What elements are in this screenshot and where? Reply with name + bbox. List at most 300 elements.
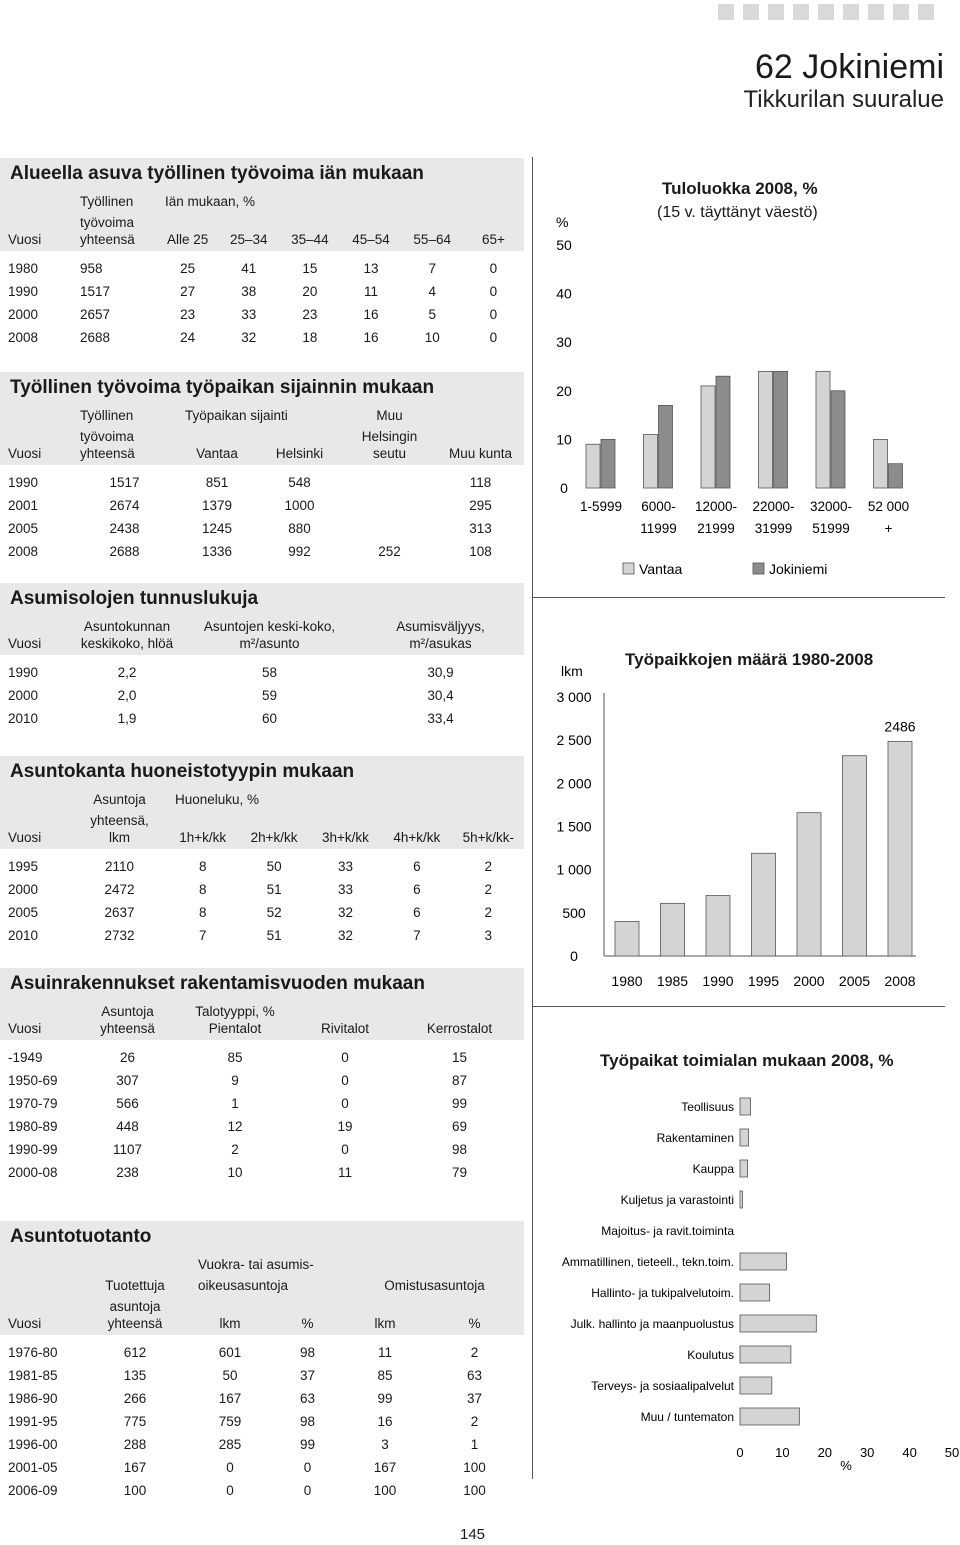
- table-cell: 98: [299, 1345, 316, 1360]
- table-cell: 958: [80, 261, 103, 276]
- col-header: työvoima: [72, 424, 177, 445]
- table-cell: 612: [123, 1345, 147, 1360]
- section-title: Työllinen työvoima työpaikan sijainnin mukaan: [0, 372, 524, 403]
- table-cell: 0: [226, 1460, 234, 1475]
- table-cell: 775: [123, 1414, 147, 1429]
- y-tick-label: 1 000: [556, 861, 592, 878]
- col-header: 25–34: [218, 231, 279, 251]
- table-cell: 1517: [80, 284, 111, 299]
- table-apartments: [0, 787, 524, 947]
- table-cell: 0: [489, 261, 498, 276]
- table-cell: 2110: [104, 859, 135, 874]
- col-header: Tuotettuja: [80, 1273, 190, 1294]
- table-row: [0, 280, 524, 303]
- category-label: Hallinto- ja tukipalvelutoim.: [591, 1286, 734, 1300]
- bar-industry: [740, 1098, 751, 1115]
- x-tick-label: 52 000: [867, 499, 910, 514]
- table-cell: 6: [413, 905, 421, 920]
- col-header: Työllinen: [72, 189, 157, 210]
- table-cell: 9: [231, 1073, 239, 1088]
- table-row: [0, 1069, 524, 1092]
- category-label: Ammatillinen, tieteell., tekn.toim.: [561, 1255, 734, 1269]
- page-subtitle: Tikkurilan suuralue: [743, 86, 944, 113]
- table-cell: 2: [484, 905, 493, 920]
- section-title: Asuinrakennukset rakentamisvuoden mukaan: [0, 968, 524, 999]
- table-cell: 1245: [201, 521, 233, 536]
- row-year: 2008: [8, 544, 39, 559]
- table-buildings: [0, 999, 524, 1184]
- table-cell: 27: [180, 284, 196, 299]
- table-body: [0, 1040, 524, 1184]
- y-tick-label: 10: [556, 431, 572, 448]
- table-cell: 4: [428, 284, 436, 299]
- table-cell: 26: [119, 1050, 136, 1065]
- row-year: 2005: [8, 521, 39, 536]
- col-header: 5h+k/kk-: [453, 829, 524, 849]
- table-cell: 2: [484, 859, 493, 874]
- x-tick-label: 51999: [812, 521, 850, 536]
- y-tick-label: 40: [556, 285, 572, 302]
- col-header: seutu: [342, 445, 437, 465]
- table-cell: 33: [337, 882, 353, 897]
- x-tick-label: 30: [859, 1445, 875, 1460]
- bar-jokiniemi: [659, 405, 673, 488]
- page-number: 145: [460, 1526, 486, 1543]
- table-cell: 85: [227, 1050, 243, 1065]
- chart-jobs: [536, 660, 956, 1000]
- col-header: yhteensä: [80, 1315, 190, 1335]
- table-row: [0, 494, 524, 517]
- table-cell: 0: [303, 1460, 312, 1475]
- col-header: Kerrostalot: [395, 1020, 524, 1040]
- legend-swatch: [753, 563, 764, 574]
- bar-industry: [740, 1253, 787, 1270]
- col-header: Vuosi: [0, 231, 72, 251]
- table-row: [0, 1433, 524, 1456]
- legend-label: Jokiniemi: [769, 561, 828, 577]
- table-cell: 448: [116, 1119, 139, 1134]
- bar-jokiniemi: [889, 464, 903, 488]
- page-header: [743, 48, 944, 114]
- row-year: 2010: [8, 928, 39, 943]
- col-header: 55–64: [402, 231, 463, 251]
- chart-jobs-title: Työpaikkojen määrä 1980-2008: [625, 650, 874, 669]
- col-header: %: [270, 1315, 345, 1335]
- x-tick-label: +: [884, 521, 893, 536]
- decor-square: [793, 4, 809, 20]
- table-cell: 51: [266, 928, 282, 943]
- col-header: Vuosi: [0, 445, 72, 465]
- table-cell: 566: [116, 1096, 139, 1111]
- row-year: 1990: [8, 665, 39, 680]
- table-cell: 12: [227, 1119, 243, 1134]
- row-year: 1990: [8, 475, 39, 490]
- table-production: [0, 1252, 524, 1502]
- table-cell: 5: [428, 307, 436, 322]
- table-cell: 759: [218, 1414, 242, 1429]
- table-cell: 23: [302, 307, 318, 322]
- col-header: Rivitalot: [295, 1020, 395, 1040]
- col-header: Työllinen: [72, 403, 177, 424]
- decor-square: [918, 4, 934, 20]
- table-cell: 238: [116, 1165, 139, 1180]
- col-header: lkm: [190, 1315, 270, 1335]
- table-cell: [342, 465, 437, 494]
- table-cell: 23: [180, 307, 196, 322]
- col-header: 45–54: [340, 231, 401, 251]
- bar-vantaa: [586, 444, 600, 488]
- table-cell: 85: [377, 1368, 393, 1383]
- table-cell: 51: [266, 882, 282, 897]
- table-cell: 548: [288, 475, 311, 490]
- table-cell: 15: [451, 1050, 468, 1065]
- decor-square: [768, 4, 784, 20]
- table-cell: 2: [231, 1142, 239, 1157]
- x-tick-label: 20: [817, 1445, 833, 1460]
- table-row: [0, 1479, 524, 1502]
- bar-vantaa: [874, 439, 888, 488]
- bar-industry: [740, 1191, 743, 1208]
- table-cell: 11: [337, 1165, 352, 1180]
- table-row: [0, 1335, 524, 1364]
- table-cell: 50: [266, 859, 282, 874]
- table-row: [0, 1092, 524, 1115]
- table-location-section: [0, 372, 524, 563]
- bar-industry: [740, 1408, 799, 1425]
- table-row: [0, 901, 524, 924]
- y-tick-label: 0: [560, 480, 568, 496]
- table-row: [0, 1364, 524, 1387]
- table-body: [0, 1335, 524, 1502]
- x-tick-label: 21999: [697, 521, 735, 536]
- col-header: Vuokra- tai asumis-: [190, 1252, 345, 1273]
- table-cell: 2472: [104, 882, 135, 897]
- col-header: Vuosi: [0, 1315, 80, 1335]
- col-header: yhteensä: [72, 445, 177, 465]
- x-tick-label: 6000-: [641, 499, 676, 514]
- table-cell: 2: [470, 1345, 479, 1360]
- table-cell: 33,4: [427, 711, 454, 726]
- bar-jokiniemi: [601, 439, 615, 488]
- table-cell: [342, 494, 437, 517]
- col-header: Vantaa: [177, 445, 257, 465]
- table-cell: 2732: [104, 928, 135, 943]
- row-year: 2001: [8, 498, 39, 513]
- col-header: Vuosi: [0, 1020, 80, 1040]
- table-cell: 0: [489, 307, 498, 322]
- table-row: [0, 1456, 524, 1479]
- category-label: Majoitus- ja ravit.toiminta: [601, 1224, 734, 1238]
- category-label: Kauppa: [692, 1162, 734, 1176]
- y-tick-label: 30: [556, 334, 572, 351]
- table-cell: 1: [231, 1096, 239, 1111]
- table-cell: 992: [288, 544, 311, 559]
- table-cell: 0: [341, 1096, 349, 1111]
- table-row: [0, 517, 524, 540]
- table-cell: 313: [469, 521, 492, 536]
- table-cell: 2657: [80, 307, 111, 322]
- table-cell: 10: [424, 330, 440, 345]
- table-cell: 16: [363, 307, 379, 322]
- decor-square: [818, 4, 834, 20]
- row-year: 1980-89: [8, 1119, 58, 1134]
- table-cell: 2438: [109, 521, 140, 536]
- table-cell: 32: [241, 330, 257, 345]
- chart-income-subtitle: (15 v. täyttänyt väestö): [657, 204, 818, 221]
- table-cell: 32: [337, 928, 353, 943]
- row-year: 1996-00: [8, 1437, 58, 1452]
- x-tick-label: 40: [902, 1445, 917, 1460]
- chart-industry-title: Työpaikat toimialan mukaan 2008, %: [600, 1051, 894, 1070]
- legend-label: Vantaa: [639, 561, 683, 577]
- y-tick-label: 3 000: [556, 689, 592, 705]
- decor-square: [893, 4, 909, 20]
- table-cell: 266: [123, 1391, 147, 1406]
- x-tick-label: 11999: [640, 521, 677, 536]
- table-housing-section: [0, 583, 524, 730]
- table-cell: 0: [489, 330, 498, 345]
- col-header: työvoima: [72, 210, 157, 231]
- table-cell: 0: [341, 1142, 349, 1157]
- chart-income-title: Tuloluokka 2008, %: [662, 179, 818, 198]
- x-tick-label: 50: [944, 1445, 960, 1460]
- bar-jokiniemi: [716, 376, 730, 488]
- table-cell: 2,2: [117, 665, 137, 680]
- bar-jobs: [706, 896, 730, 956]
- table-cell: 7: [413, 928, 421, 943]
- table-body: [0, 465, 524, 563]
- col-header: lkm: [345, 1315, 425, 1335]
- table-cell: 135: [123, 1368, 147, 1383]
- section-title: Asumisolojen tunnuslukuja: [0, 583, 524, 614]
- col-header: Pientalot: [175, 1020, 295, 1040]
- row-year: 1950-69: [8, 1073, 58, 1088]
- table-cell: 2688: [109, 544, 140, 559]
- table-cell: 79: [451, 1165, 468, 1180]
- column-divider: [532, 157, 533, 1479]
- table-cell: 288: [123, 1437, 147, 1452]
- col-header: oikeusasuntoja: [190, 1273, 345, 1294]
- table-cell: 8: [198, 882, 207, 897]
- decor-square: [743, 4, 759, 20]
- legend-swatch: [623, 563, 634, 574]
- bar-jobs: [888, 741, 912, 956]
- col-group-header: Työpaikan sijainti: [177, 403, 342, 424]
- table-cell: 1379: [201, 498, 233, 513]
- table-cell: 38: [241, 284, 257, 299]
- table-row: [0, 655, 524, 684]
- x-tick-label: 2005: [838, 973, 871, 989]
- col-header: keskikoko, hlöä: [72, 635, 182, 655]
- table-row: [0, 1161, 524, 1184]
- row-year: 2001-05: [8, 1460, 58, 1475]
- table-cell: 1: [470, 1437, 479, 1452]
- col-header: Vuosi: [0, 829, 72, 849]
- bar-vantaa: [644, 435, 658, 488]
- col-header: yhteensä: [80, 1020, 175, 1040]
- y-axis-label: %: [556, 214, 569, 230]
- col-header: Muu kunta: [437, 445, 524, 465]
- row-year: 1986-90: [8, 1391, 58, 1406]
- decor-square: [843, 4, 859, 20]
- table-cell: 24: [180, 330, 196, 345]
- category-label: Muu / tuntematon: [640, 1410, 734, 1424]
- table-row: [0, 1115, 524, 1138]
- table-row: [0, 1040, 524, 1069]
- row-year: 2005: [8, 905, 39, 920]
- table-cell: 3: [484, 928, 493, 943]
- col-header: Asumisväljyys,: [357, 614, 524, 635]
- table-cell: 7: [198, 928, 207, 943]
- table-cell: 1517: [109, 475, 140, 490]
- x-tick-label: 2008: [884, 973, 916, 989]
- row-year: 1980: [8, 261, 39, 276]
- table-cell: 167: [373, 1460, 397, 1475]
- row-year: 1981-85: [8, 1368, 58, 1383]
- col-header: m²/asukas: [357, 635, 524, 655]
- chart-industry: [536, 1080, 960, 1480]
- bar-vantaa: [701, 386, 715, 488]
- x-tick-label: 0: [736, 1445, 744, 1460]
- table-cell: 63: [466, 1368, 483, 1383]
- bar-jobs: [797, 813, 821, 956]
- table-apartments-section: [0, 756, 524, 947]
- decor-square: [868, 4, 884, 20]
- table-cell: 20: [302, 284, 318, 299]
- table-cell: 0: [226, 1483, 234, 1498]
- row-year: 2008: [8, 330, 39, 345]
- row-year: 2006-09: [8, 1483, 58, 1498]
- table-cell: 8: [198, 859, 207, 874]
- col-header: 35–44: [279, 231, 340, 251]
- y-tick-label: 1 500: [556, 818, 592, 835]
- table-row: [0, 878, 524, 901]
- table-cell: 1000: [284, 498, 315, 513]
- row-year: -1949: [8, 1050, 43, 1065]
- table-cell: 100: [373, 1483, 397, 1498]
- col-header: Helsingin: [342, 424, 437, 445]
- table-row: [0, 924, 524, 947]
- section-title: Alueella asuva työllinen työvoima iän mukaan: [0, 158, 524, 189]
- table-cell: 6: [413, 859, 421, 874]
- bar-jokiniemi: [774, 371, 788, 488]
- x-tick-label: 1995: [747, 973, 780, 989]
- table-cell: 87: [451, 1073, 468, 1088]
- table-cell: 880: [288, 521, 311, 536]
- x-tick-label: 1990: [702, 973, 734, 989]
- category-label: Julk. hallinto ja maanpuolustus: [570, 1317, 734, 1331]
- table-row: [0, 465, 524, 494]
- table-cell: [342, 517, 437, 540]
- col-header: Asuntoja: [80, 999, 175, 1020]
- table-cell: 13: [363, 261, 379, 276]
- bar-industry: [740, 1377, 772, 1394]
- chart-divider: [533, 597, 945, 598]
- table-cell: 100: [123, 1483, 147, 1498]
- table-cell: 2,0: [117, 688, 137, 703]
- bar-jokiniemi: [831, 391, 845, 488]
- table-cell: 19: [337, 1119, 353, 1134]
- table-location: [0, 403, 524, 563]
- y-axis-label: lkm: [561, 663, 583, 679]
- table-cell: 11: [364, 284, 379, 299]
- table-cell: 25: [180, 261, 196, 276]
- table-row: [0, 540, 524, 563]
- col-header: Asuntojen keski-koko,: [182, 614, 357, 635]
- table-cell: 33: [241, 307, 257, 322]
- y-tick-label: 2 500: [556, 732, 592, 749]
- col-header: Asuntoja: [72, 787, 167, 808]
- table-cell: 100: [463, 1483, 486, 1498]
- col-header: 65+: [463, 231, 524, 251]
- table-cell: 295: [469, 498, 492, 513]
- table-row: [0, 684, 524, 707]
- bar-jobs: [615, 921, 639, 956]
- x-tick-label: 22000-: [752, 499, 795, 514]
- table-cell: 3: [381, 1437, 389, 1452]
- col-header: yhteensä,: [72, 808, 167, 829]
- y-tick-label: 20: [556, 382, 572, 399]
- category-label: Teollisuus: [681, 1100, 734, 1114]
- table-cell: 63: [299, 1391, 316, 1406]
- bar-industry: [740, 1346, 791, 1363]
- bar-jobs: [843, 756, 867, 956]
- table-cell: 0: [341, 1073, 349, 1088]
- table-cell: 99: [451, 1096, 468, 1111]
- col-header: Omistusasuntoja: [345, 1273, 524, 1294]
- table-body: [0, 251, 524, 349]
- table-cell: 0: [489, 284, 498, 299]
- table-cell: 851: [205, 475, 229, 490]
- col-header: lkm: [72, 829, 167, 849]
- table-cell: 98: [299, 1414, 316, 1429]
- table-cell: 167: [123, 1460, 147, 1475]
- section-title: Asuntotuotanto: [0, 1221, 524, 1252]
- row-year: 2010: [8, 711, 39, 726]
- y-tick-label: 500: [562, 904, 586, 921]
- page-title: 62 Jokiniemi: [755, 48, 944, 86]
- table-cell: 307: [116, 1073, 139, 1088]
- table-row: [0, 303, 524, 326]
- row-year: 1990-99: [8, 1142, 58, 1157]
- col-header: 1h+k/kk: [167, 829, 238, 849]
- table-cell: 16: [363, 330, 379, 345]
- table-row: [0, 1387, 524, 1410]
- table-cell: 50: [222, 1368, 238, 1383]
- table-cell: 30,4: [427, 688, 454, 703]
- row-year: 2000: [8, 882, 39, 897]
- table-housing: [0, 614, 524, 730]
- table-row: [0, 1410, 524, 1433]
- section-title: Asuntokanta huoneistotyypin mukaan: [0, 756, 524, 787]
- table-cell: 2674: [109, 498, 140, 513]
- chart-income: [536, 205, 956, 585]
- table-cell: 98: [451, 1142, 468, 1157]
- table-cell: 10: [227, 1165, 243, 1180]
- table-cell: 2: [470, 1414, 479, 1429]
- table-cell: 0: [303, 1483, 312, 1498]
- row-year: 1995: [8, 859, 39, 874]
- category-label: Terveys- ja sosiaalipalvelut: [591, 1379, 734, 1393]
- col-header: %: [425, 1315, 524, 1335]
- col-header: 3h+k/kk: [310, 829, 381, 849]
- table-cell: 30,9: [427, 665, 454, 680]
- table-cell: 11: [378, 1345, 393, 1360]
- y-tick-label: 50: [556, 237, 572, 253]
- table-cell: 37: [466, 1391, 483, 1406]
- col-header: yhteensä: [72, 231, 157, 251]
- x-tick-label: 1-5999: [579, 499, 623, 514]
